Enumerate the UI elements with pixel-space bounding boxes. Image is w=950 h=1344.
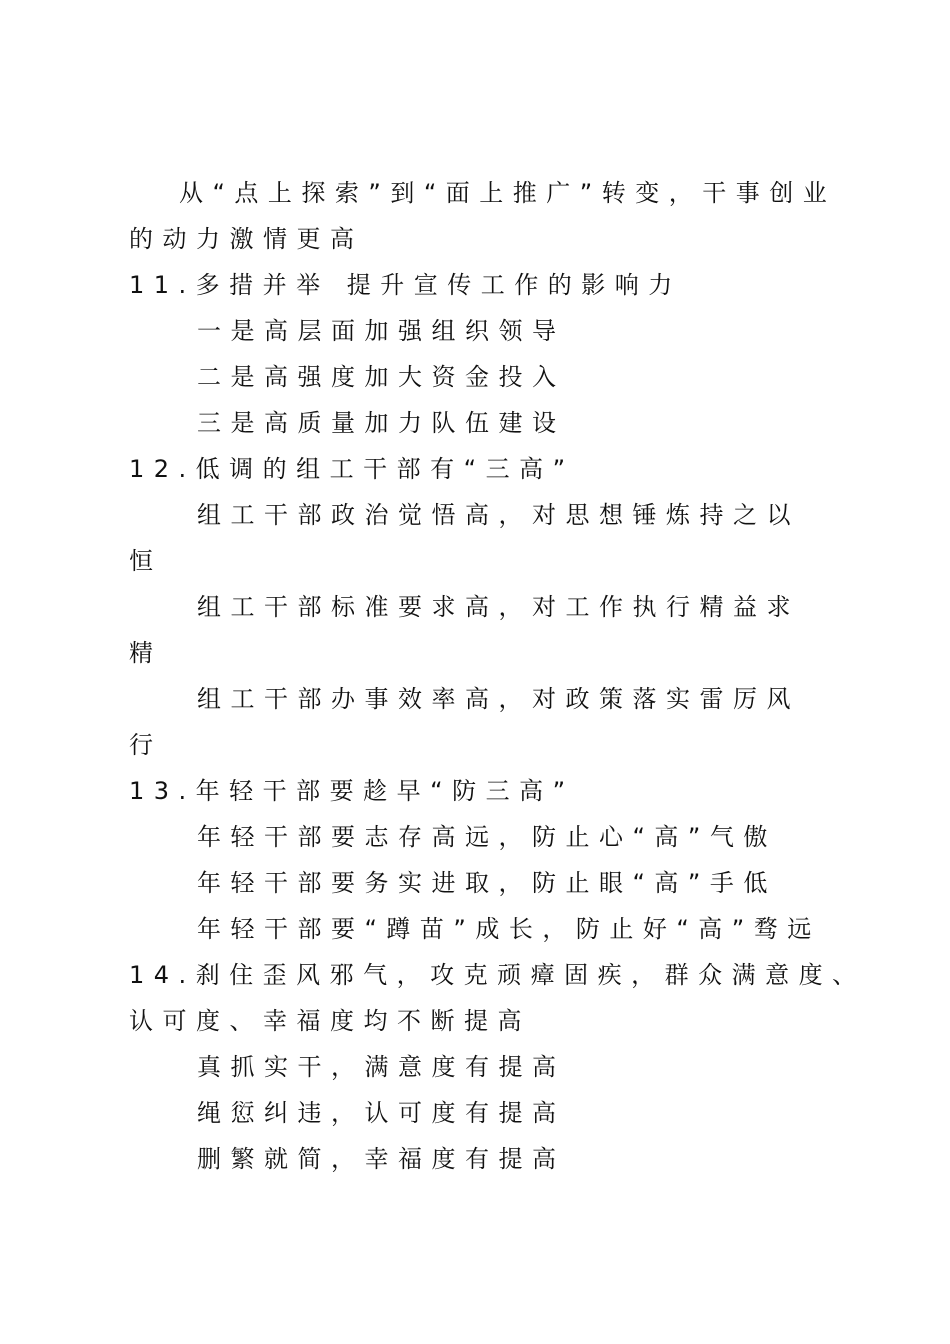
section-heading-continuation: 认可度、幸福度均不断提高 — [129, 1007, 531, 1035]
list-item: 年轻干部要“蹲苗”成长，防止好“高”骛远 — [197, 915, 821, 943]
list-item: 一是高层面加强组织领导 — [197, 317, 566, 345]
list-item: 绳愆纠违，认可度有提高 — [197, 1099, 566, 1127]
list-item: 二是高强度加大资金投入 — [197, 363, 566, 391]
list-item: 年轻干部要务实进取，防止眼“高”手低 — [197, 869, 777, 897]
list-item-continuation: 行 — [129, 731, 163, 759]
section-heading-11: 11.多措并举 提升宣传工作的影响力 — [129, 271, 682, 299]
paragraph-line: 从“点上探索”到“面上推广”转变，干事创业 — [179, 179, 837, 207]
list-item-continuation: 恒 — [129, 547, 163, 575]
list-item: 删繁就简，幸福度有提高 — [197, 1145, 566, 1173]
document-body — [129, 170, 866, 1182]
section-heading-13: 13.年轻干部要趁早“防三高” — [129, 777, 575, 805]
list-item-continuation: 精 — [129, 639, 163, 667]
list-item: 组工干部办事效率高，对政策落实雷厉风 — [197, 685, 800, 713]
section-heading-14: 14.刹住歪风邪气，攻克顽瘴固疾，群众满意度、 — [129, 961, 866, 989]
list-item: 三是高质量加力队伍建设 — [197, 409, 566, 437]
list-item: 年轻干部要志存高远，防止心“高”气傲 — [197, 823, 777, 851]
list-item: 真抓实干，满意度有提高 — [197, 1053, 566, 1081]
section-heading-12: 12.低调的组工干部有“三高” — [129, 455, 575, 483]
paragraph-line: 的动力激情更高 — [129, 225, 364, 253]
list-item: 组工干部标准要求高，对工作执行精益求 — [197, 593, 800, 621]
list-item: 组工干部政治觉悟高，对思想锤炼持之以 — [197, 501, 800, 529]
